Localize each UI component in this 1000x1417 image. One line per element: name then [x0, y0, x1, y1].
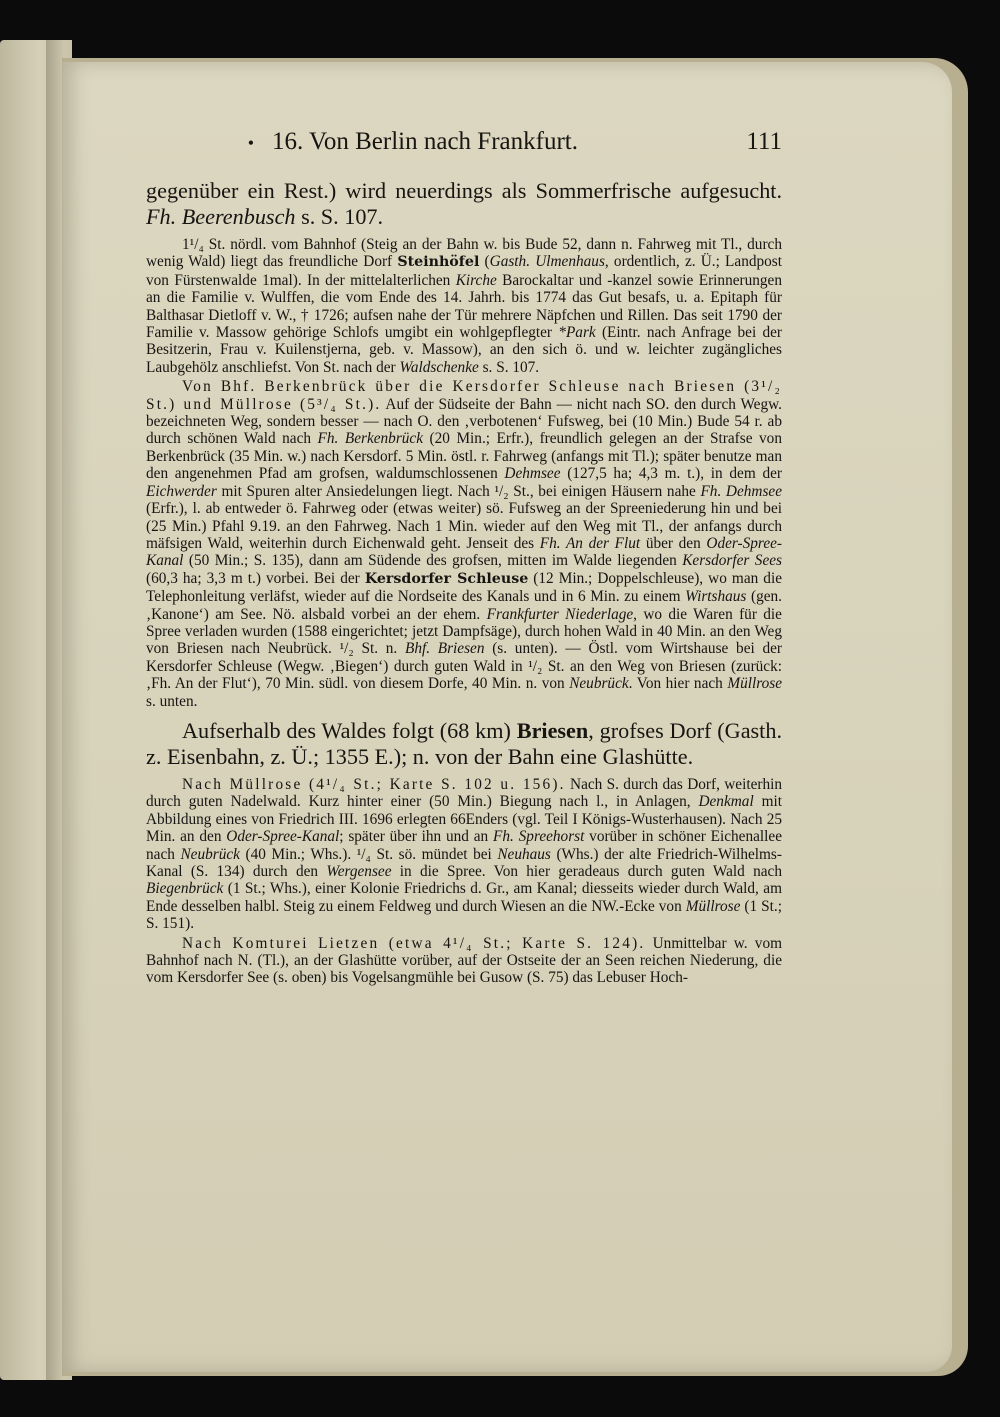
text-italic: Oder-Spree-Kanal: [226, 828, 340, 846]
text: , ordentlich, z. Ü.; Landpost von Fürstenwalde 1mal). In der mittelalterlichen: [146, 253, 782, 289]
text-italic: Neubrück: [180, 845, 240, 863]
text: mit Abbildung eines von Friedrich III. 1696 erlegten 66Enders (vgl. Teil I Königs-Wusterhausen). Nach 25 Min. an den: [146, 793, 782, 846]
text-italic: Waldschenke: [399, 358, 479, 376]
route-heading: Nach Müllrose (4¹/₄ St.; Karte S. 102 u. 156).: [182, 775, 566, 793]
text: (Whs.) der alte Friedrich-Wilhelms-Kanal (S. 134) durch den: [146, 845, 782, 880]
text-italic: Müllrose: [685, 897, 741, 915]
text-italic: Neuhaus: [497, 845, 551, 863]
text: (gen. ‚Kanone‘) am See. Nö. alsbald vorbei an der ehem.: [146, 588, 782, 623]
text-italic: Fh. Beerenbusch: [146, 204, 296, 229]
text: mit Spuren alter Ansiedelungen liegt. Nach ¹/₂ St., bei einigen Häusern nahe: [216, 482, 701, 500]
text-italic: Biegenbrück: [146, 880, 224, 898]
paragraph-briesen: [146, 718, 782, 770]
route-heading: Von Bhf. Berkenbrück über die Kersdorfer Schleuse nach Briesen (3¹/₂ St.) und Müllrose (5³/₄ St.).: [146, 378, 782, 413]
text: Unmittelbar w. vom Bahnhof nach N. (Tl.), an der Glashütte vorüber, auf der Ostseite der an Seen reichen Niederung, die vom Kersdorfer See (s. oben) bis Vogelsangmühle bei Gusow (S. 75) das Lebuser Hoch-: [146, 934, 782, 987]
text-italic: Denkmal: [698, 793, 754, 811]
text-italic: Wergensee: [326, 863, 392, 880]
text: (Erfr.), l. ab entweder ö. Fahrweg oder (etwas weiter) sö. Fufsweg an der Spreeniederung hin und bei (25 Min.) Pfahl 9.19. an den Fahrweg. Nach 1 Min. wieder auf den Weg mit Tl., der anfangs durch mäfsigen Wald, weiterhin durch Eichenwald geht. Jenseit des: [146, 500, 782, 552]
text: 1¹/₄ St. nördl. vom Bahnhof (Steig an der Bahn w. bis Bude 52, dann n. Fahrweg mit Tl., durch wenig Wald) liegt das freundliche Dorf: [146, 236, 782, 271]
text-italic: Kirche: [455, 271, 497, 289]
paragraph-steinhoefel: [146, 236, 782, 376]
paragraph-berkenbrueck: [146, 378, 782, 710]
text-italic: Fh. Dehmsee: [700, 482, 782, 500]
place-name: Briesen: [516, 717, 589, 743]
text: Nach S. durch das Dorf, weiterhin durch guten Nadelwald. Kurz hinter einer (50 Min.) Biegung nach l., in Anlagen,: [146, 775, 782, 811]
text-italic: Frankfurter Niederlage: [486, 605, 634, 623]
text: (1 St.; Whs.), einer Kolonie Friedrichs d. Gr., am Kanal; diesseits wieder durch Wald, am Ende desselben halbl. Steig zu einem Feldweg und durch Wiesen an die NW.-Ecke von: [146, 880, 782, 915]
text: (12 Min.; Doppelschleuse), wo man die Telephonleitung verläfst, wieder auf die Nordseite des Kanals und in 6 Min. zu einem: [146, 569, 782, 606]
text: s. unten.: [146, 692, 198, 710]
place-name: Steinhöfel: [397, 254, 480, 271]
text: (s. unten). — Östl. vom Wirtshause bei der Kersdorfer Schleuse (Wegw. ‚Biegen‘) durch guten Wald in ¹/₂ St. an den Weg von Briesen (zurück: ‚Fh. An der Flut‘), 70 Min. südl. von diesem Dorfe, 40 Min. n. von: [146, 640, 782, 693]
text: (: [479, 253, 490, 271]
route-heading: Nach Komturei Lietzen (etwa 4¹/₄ St.; Karte S. 124).: [182, 934, 646, 952]
paragraph-lietzen: [146, 935, 782, 987]
text: über den: [640, 534, 707, 552]
text-italic: Fh. Spreehorst: [493, 828, 585, 846]
text: Barockaltar und -kanzel sowie Erinnerungen an die Familie v. Wulffen, die vom Ende des 14. Jahrh. bis 1774 das Gut besafs, u. a. Epitaph für Balthasar Dietloff v. W., † 1726; aufsen nahe der Tür mehrere Näpfchen und Rillen. Das seit 1790 der Familie v. Massow gehörige Schlofs umgibt ein wohlgepflegter: [146, 271, 782, 342]
paragraph-intro: [146, 178, 782, 230]
text-italic: Bhf. Briesen: [404, 640, 485, 658]
running-head: [146, 128, 782, 164]
text: s. S. 107.: [295, 204, 384, 229]
text: (60,3 ha; 3,3 m t.) vorbei. Bei der: [146, 569, 365, 587]
text: , grofses Dorf (Gasth. z. Eisenbahn, z. Ü.; 1355 E.); n. von der Bahn eine Glashütte.: [146, 717, 782, 769]
text: (50 Min.; S. 135), dann am Südende des grofsen, mitten im Walde liegenden: [183, 552, 683, 570]
text-italic: Fh. An der Flut: [539, 534, 641, 552]
text: ; später über ihn und an: [339, 828, 494, 846]
text: (Eintr. nach Anfrage bei der Besitzerin, Frau v. Kuilenstjerna, geb. v. Massow), an den sich ö. und w. leichter zugängliches Laubgehölz anschliefst. Von St. nach der: [146, 324, 782, 376]
text: (1 St.; S. 151).: [146, 897, 782, 933]
text-italic: Dehmsee: [504, 465, 561, 483]
text: in die Spree. Von hier geradeaus durch guten Wald nach: [391, 863, 782, 880]
book-gutter: [46, 40, 64, 1380]
text: . Von hier nach: [628, 675, 728, 693]
text: gegenüber ein Rest.) wird neuerdings als Sommerfrische aufgesucht.: [146, 178, 782, 203]
page-number: 111: [746, 128, 782, 155]
text: (40 Min.; Whs.). ¹/₄ St. sö. mündet bei: [239, 845, 498, 863]
place-name: Kersdorfer Schleuse: [364, 570, 529, 587]
text: s. S. 107.: [478, 358, 540, 376]
text-italic: *Park: [558, 324, 596, 342]
text-italic: Neubrück: [569, 675, 629, 693]
text: Aufserhalb des Waldes folgt (68 km): [182, 717, 517, 743]
text-italic: Wirtshaus: [685, 588, 747, 606]
text-italic: Oder-Spree-Kanal: [146, 534, 782, 570]
text: (127,5 ha; 4,3 m. t.), in dem der: [560, 465, 782, 483]
text-italic: Müllrose: [727, 675, 783, 693]
text: Auf der Südseite der Bahn — nicht nach SO. den durch Wegw. bezeichneten Weg, sondern besser — nach O. den ‚verbotenen‘ Fufsweg, bei (10 Min.) Bude 54 r. ab durch schönen Wald nach: [146, 395, 782, 448]
text: , wo die Waren für die Spree verladen wurden (1588 eingerichtet; jetzt Dampfsäge), durch hohen Wald in 40 Min. an den Weg von Briesen nach Neubrück. ¹/₂ St. n.: [146, 605, 782, 658]
text-italic: Fh. Berkenbrück: [317, 430, 424, 448]
paragraph-muellrose: [146, 776, 782, 933]
text-italic: Kersdorfer Sees: [682, 552, 782, 570]
chapter-title: 16. Von Berlin nach Frankfurt.: [272, 128, 578, 155]
text-italic: Eichwerder: [146, 482, 217, 500]
header-dot: •: [247, 133, 254, 153]
text: vorüber in schöner Eichenallee nach: [146, 828, 782, 863]
page-content: [146, 128, 782, 987]
text: (20 Min.; Erfr.), freundlich gelegen an der Strafse von Berkenbrück (35 Min. w.) nach Kersdorf. 5 Min. östl. r. Fahrweg (anfangs mit Tl.); später benutze man den angenehmen Pfad am grofsen, waldumschlossenen: [146, 430, 782, 483]
text-italic: Gasth. Ulmenhaus: [489, 253, 605, 271]
